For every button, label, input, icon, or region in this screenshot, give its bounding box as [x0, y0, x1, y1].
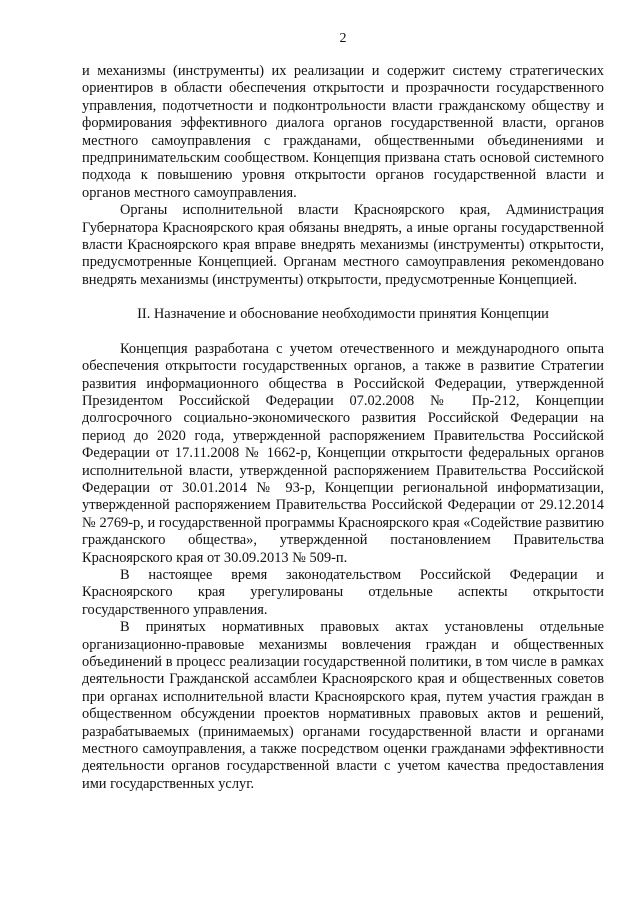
document-page [82, 30, 604, 793]
page-number: 2 [339, 31, 347, 46]
section-heading: II. Назначение и обоснование необходимости принятия Концепции [137, 306, 549, 323]
paragraph-obligations: Органы исполнительной власти Красноярского края, Администрация Губернатора Красноярского края обязаны внедрять, а иные органы государственной власти Красноярского края вправе внедрять механизмы (инструменты) открытости, предусмотренные Концепцией. Органам местного самоуправления рекомендовано внедрять механизмы (инструменты) открытости, предусмотренные Концепцией. [82, 202, 604, 288]
paragraph-current-legislation: В настоящее время законодательством Российской Федерации и Красноярского края урегулированы отдельные аспекты открытости государственного управления. [82, 566, 604, 618]
paragraph-concept-basis: Концепция разработана с учетом отечественного и международного опыта обеспечения открытости государственных органов, а также в развитие Стратегии развития информационного общества в Российской Федерации, утвержденной Президентом Российской Федерации 07.02.2008 № Пр-212, Концепции долгосрочного социально-экономического развития Российской Федерации на период до 2020 года, утвержденной распоряжением Правительства Российской Федерации от 17.11.2008 № 1662-р, Концепции открытости федеральных органов исполнительной власти, утвержденной распоряжением Правительства Российской Федерации от 30.01.2014 № 93-р, Концепции региональной информатизации, утвержденной распоряжением Правительства Российской Федерации от 29.12.2014 № 2769-р, и государственной программы Красноярского края «Содействие развитию гражданского общества», утвержденной постановлением Правительства Красноярского края от 30.09.2013 № 509-п. [82, 340, 604, 566]
paragraph-concept-continuation: и механизмы (инструменты) их реализации и содержит систему стратегических ориентиров в области обеспечения открытости и прозрачности государственного управления, подотчетности и подконтрольности власти гражданскому обществу и формирования эффективного диалога органов государственной власти, органов местного самоуправления с гражданами, общественными объединениями и предпринимательским сообществом. Концепция призвана стать основой системного подхода к повышению уровня открытости органов государственной власти и органов местного самоуправления. [82, 63, 604, 201]
paragraph-legal-mechanisms: В принятых нормативных правовых актах установлены отдельные организационно-правовые механизмы вовлечения граждан и общественных объединений в процесс реализации государственной политики, в том числе в рамках деятельности Гражданской ассамблеи Красноярского края и общественных советов при органах исполнительной власти Красноярского края, путем участия граждан в общественном обсуждении проектов нормативных правовых актов и решений, разрабатываемых (принимаемых) органами государственной власти и органами местного самоуправления, а также посредством оценки гражданами эффективности деятельности органов государственной власти с учетом качества предоставления ими государственных услуг. [82, 619, 604, 792]
